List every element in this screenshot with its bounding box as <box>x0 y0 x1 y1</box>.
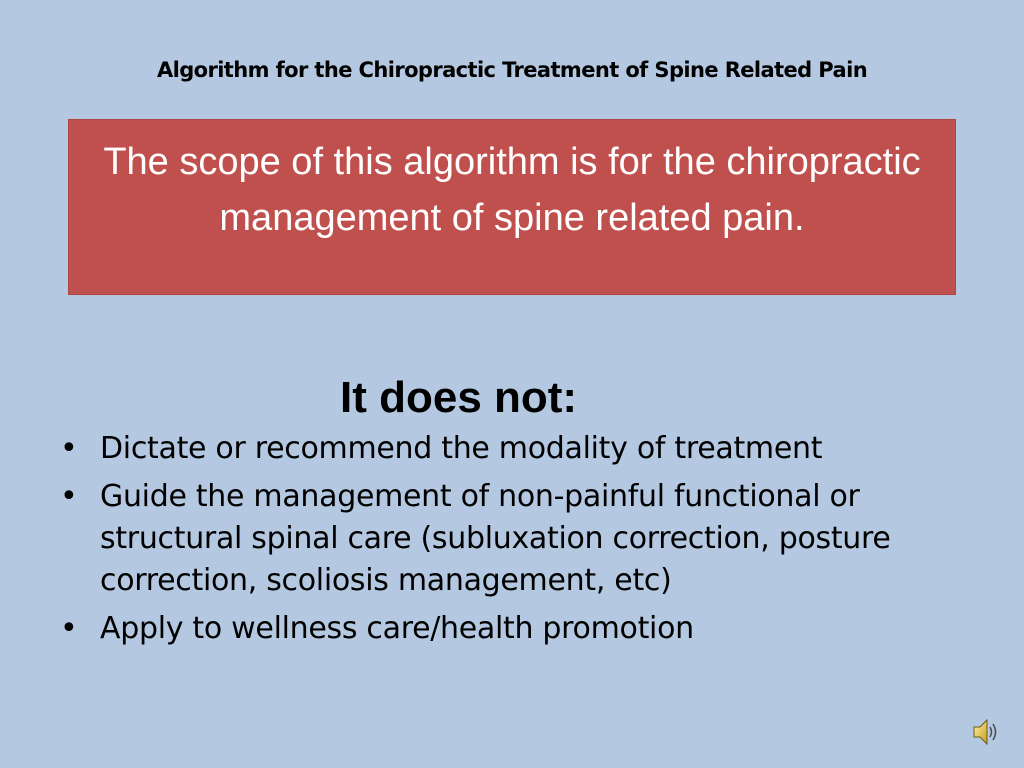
bullet-text: Guide the management of non-painful functional or structural spinal care (subluxation correction, posture correction, scoliosis management, etc) <box>100 479 891 598</box>
bullet-text: Dictate or recommend the modality of treatment <box>100 431 823 466</box>
bullet-item-non-painful-care <box>58 476 978 602</box>
slide-title: Algorithm for the Chiropractic Treatment of Spine Related Pain <box>156 58 868 82</box>
bullet-item-modality <box>58 428 978 470</box>
bullet-mark: • <box>60 611 78 646</box>
scope-box <box>68 119 956 295</box>
bullet-text: Apply to wellness care/health promotion <box>100 611 694 646</box>
subheading: It does not: <box>340 373 578 422</box>
bullet-mark: • <box>60 431 78 466</box>
bullet-item-wellness <box>58 608 978 650</box>
scope-text: The scope of this algorithm is for the chiropractic management of spine related pain. <box>103 141 921 239</box>
speaker-icon-graphic <box>972 716 1000 748</box>
bullet-list <box>58 428 978 656</box>
bullet-mark: • <box>60 479 78 514</box>
speaker-icon[interactable] <box>972 716 1000 748</box>
